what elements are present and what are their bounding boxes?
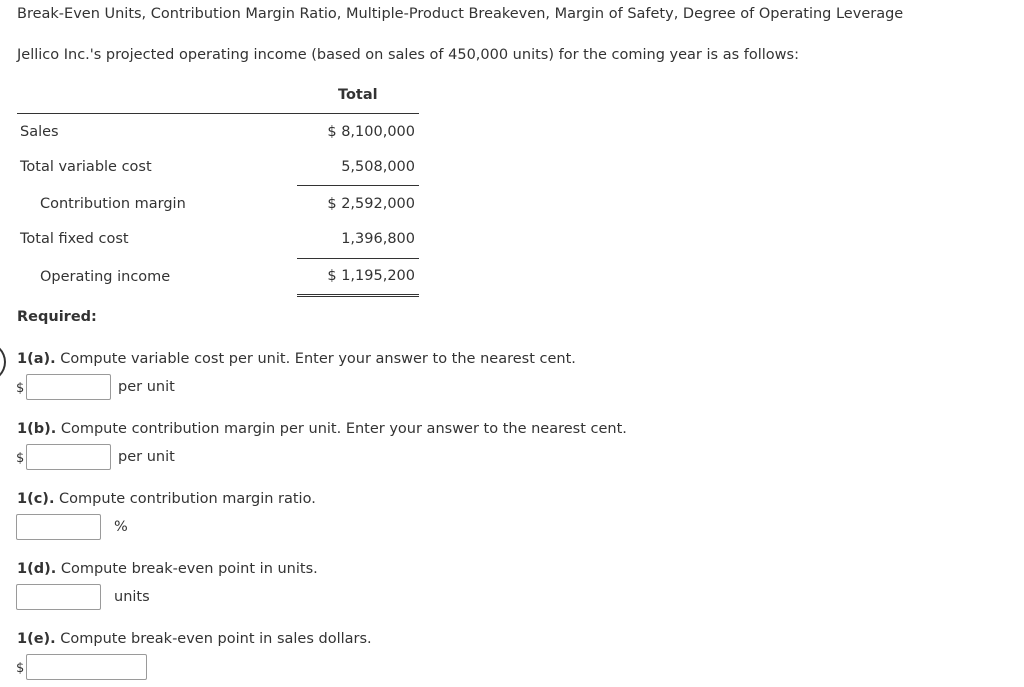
row-value-total-variable-cost: 5,508,000 bbox=[341, 159, 415, 175]
answer-input-1a[interactable] bbox=[26, 374, 111, 400]
question-number: 1(e). bbox=[17, 631, 56, 647]
question-text: Compute contribution margin per unit. Enter your answer to the nearest cent. bbox=[56, 421, 627, 437]
intro-text: Jellico Inc.'s projected operating income (based on sales of 450,000 units) for the coming year is as follows: bbox=[17, 47, 799, 63]
question-text: Compute break-even point in sales dollars. bbox=[55, 631, 372, 647]
question-text: Compute variable cost per unit. Enter your answer to the nearest cent. bbox=[55, 351, 576, 367]
unit-suffix: per unit bbox=[118, 449, 175, 465]
answer-input-1d[interactable] bbox=[16, 584, 101, 610]
row-label-operating-income: Operating income bbox=[40, 269, 171, 285]
column-header-total: Total bbox=[338, 87, 378, 103]
question-1b bbox=[17, 421, 627, 437]
dollar-prefix: $ bbox=[16, 661, 25, 676]
question-1d bbox=[17, 561, 318, 577]
question-text: Compute break-even point in units. bbox=[56, 561, 318, 577]
question-number: 1(d). bbox=[17, 561, 57, 577]
question-1a bbox=[17, 351, 576, 367]
row-label-contribution-margin: Contribution margin bbox=[40, 196, 186, 212]
focus-bracket bbox=[0, 342, 6, 382]
row-label-total-variable-cost: Total variable cost bbox=[20, 159, 152, 175]
question-number: 1(b). bbox=[17, 421, 57, 437]
question-number: 1(c). bbox=[17, 491, 55, 507]
row-value-sales: $ 8,100,000 bbox=[327, 124, 415, 140]
row-value-contribution-margin: $ 2,592,000 bbox=[327, 196, 415, 212]
total-double-rule bbox=[297, 294, 419, 297]
page-title: Break-Even Units, Contribution Margin Ratio, Multiple-Product Breakeven, Margin of Safety, Degree of Operating Leverage bbox=[17, 6, 904, 22]
unit-suffix: units bbox=[114, 589, 150, 605]
required-heading: Required: bbox=[17, 309, 97, 325]
unit-suffix: per unit bbox=[118, 379, 175, 395]
header-rule bbox=[17, 113, 419, 114]
subtotal-rule bbox=[297, 185, 419, 186]
unit-suffix: % bbox=[114, 519, 128, 535]
subtotal-rule bbox=[297, 258, 419, 259]
answer-input-1c[interactable] bbox=[16, 514, 101, 540]
question-1e bbox=[17, 631, 372, 647]
answer-input-1b[interactable] bbox=[26, 444, 111, 470]
row-value-total-fixed-cost: 1,396,800 bbox=[341, 231, 415, 247]
row-label-total-fixed-cost: Total fixed cost bbox=[20, 231, 129, 247]
dollar-prefix: $ bbox=[16, 451, 25, 466]
question-number: 1(a). bbox=[17, 351, 56, 367]
question-1c bbox=[17, 491, 316, 507]
question-text: Compute contribution margin ratio. bbox=[54, 491, 316, 507]
answer-input-1e[interactable] bbox=[26, 654, 147, 680]
dollar-prefix: $ bbox=[16, 381, 25, 396]
row-value-operating-income: $ 1,195,200 bbox=[327, 268, 415, 284]
row-label-sales: Sales bbox=[20, 124, 59, 140]
